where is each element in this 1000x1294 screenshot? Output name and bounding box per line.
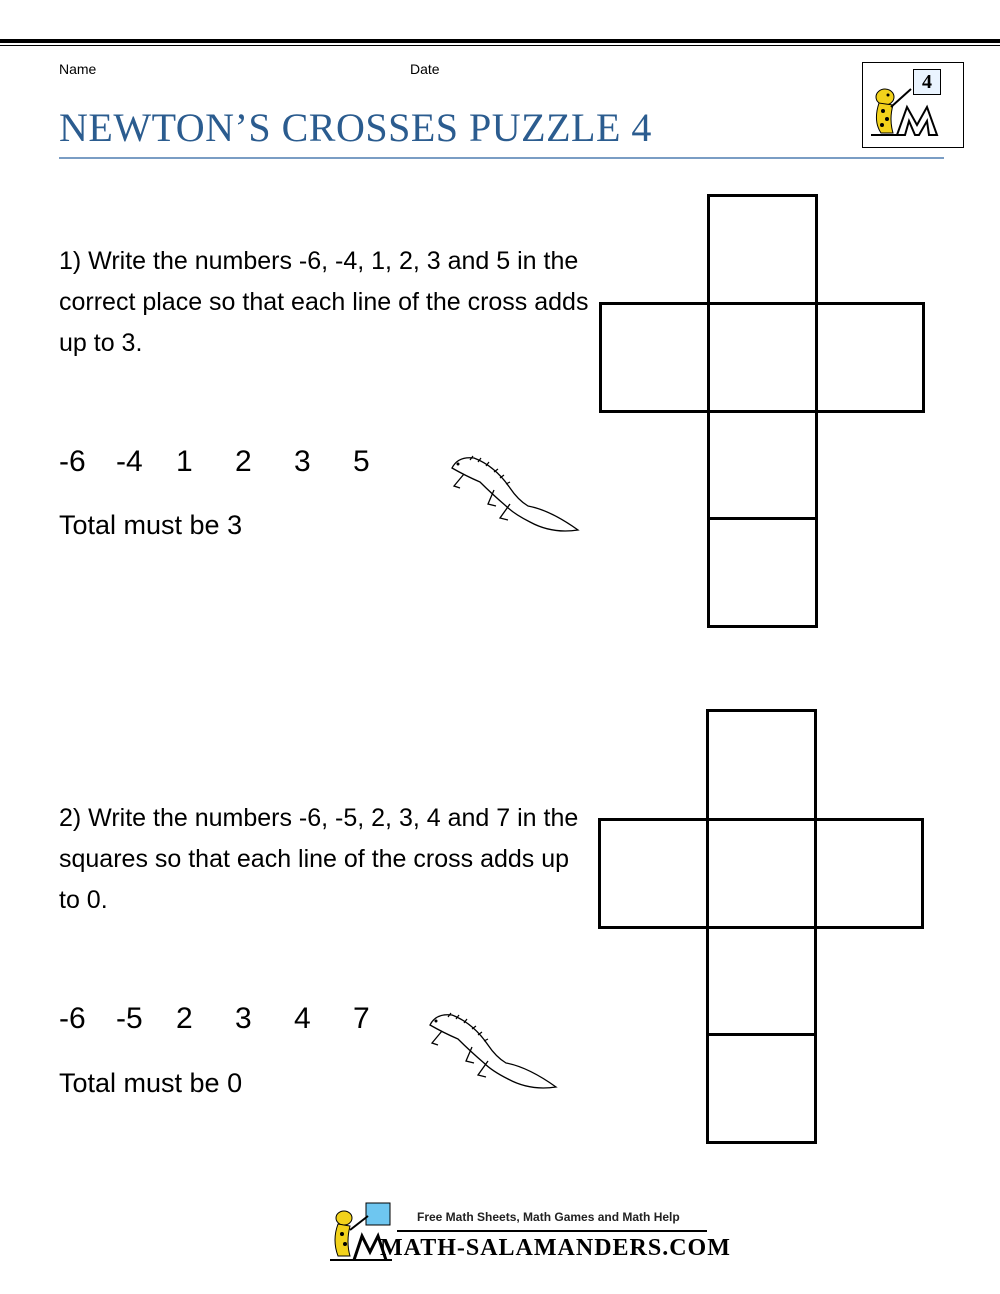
- grade-badge: 4: [913, 69, 941, 95]
- cross-cell[interactable]: [598, 818, 709, 929]
- title-rule: [59, 157, 944, 159]
- puzzle-2-instruction: 2) Write the numbers -6, -5, 2, 3, 4 and 7 in the squares so that each line of the cross adds up to 0.: [59, 804, 579, 914]
- cross-cell[interactable]: [707, 410, 818, 521]
- puzzle-1-instruction: 1) Write the numbers -6, -4, 1, 2, 3 and 5 in the correct place so that each line of the cross adds up to 3.: [59, 247, 589, 357]
- cross-cell[interactable]: [707, 194, 818, 305]
- number-item: 7: [353, 1002, 370, 1035]
- cross-cell[interactable]: [815, 302, 925, 413]
- cross-cell[interactable]: [706, 818, 817, 929]
- date-label: Date: [410, 61, 440, 77]
- number-item: 2: [235, 445, 252, 478]
- salamander-icon: [440, 448, 585, 538]
- logo: [862, 62, 964, 148]
- salamander-icon: [418, 1005, 563, 1095]
- number-item: 5: [353, 445, 370, 478]
- number-item: -6: [59, 445, 86, 478]
- page-title: NEWTON’S CROSSES PUZZLE 4: [59, 105, 652, 150]
- footer-tagline: Free Math Sheets, Math Games and Math Help: [417, 1210, 680, 1224]
- number-item: 2: [176, 1002, 193, 1035]
- footer-site-link[interactable]: MATH-SALAMANDERS.COM: [380, 1235, 731, 1261]
- cross-cell[interactable]: [706, 1033, 817, 1144]
- cross-cell[interactable]: [707, 517, 818, 628]
- puzzle-1-total: Total must be 3: [59, 510, 243, 540]
- number-item: 4: [294, 1002, 311, 1035]
- top-rule-thin: [0, 45, 1000, 46]
- name-label: Name: [59, 61, 97, 77]
- number-item: -4: [116, 445, 143, 478]
- top-rule: [0, 39, 1000, 43]
- number-item: 1: [176, 445, 193, 478]
- footer-rule: [397, 1230, 707, 1232]
- cross-cell[interactable]: [707, 302, 818, 413]
- cross-cell[interactable]: [814, 818, 924, 929]
- cross-cell[interactable]: [706, 926, 817, 1037]
- puzzle-2-total: Total must be 0: [59, 1068, 243, 1098]
- number-item: -5: [116, 1002, 143, 1035]
- cross-cell[interactable]: [599, 302, 710, 413]
- number-item: -6: [59, 1002, 86, 1035]
- number-item: 3: [235, 1002, 252, 1035]
- number-item: 3: [294, 445, 311, 478]
- cross-cell[interactable]: [706, 709, 817, 821]
